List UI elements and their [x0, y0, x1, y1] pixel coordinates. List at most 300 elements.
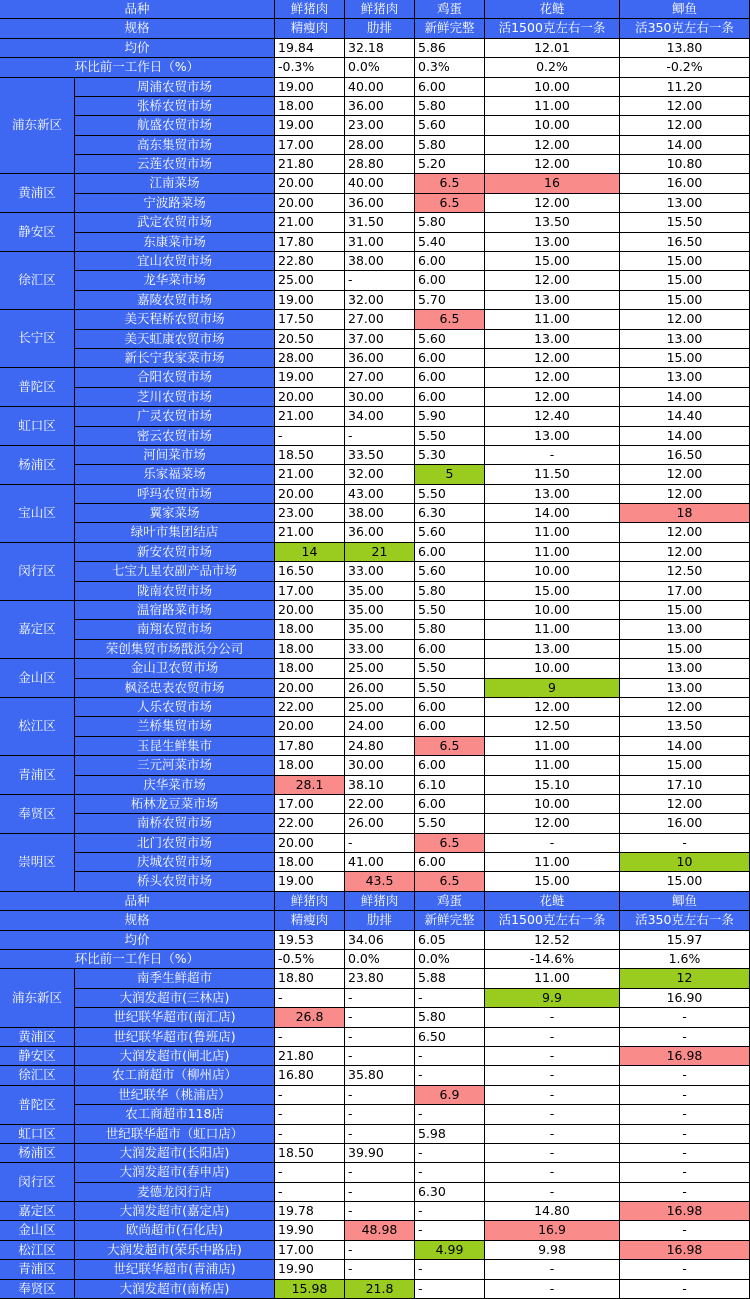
- price-cell: 28.1: [275, 776, 345, 795]
- price-cell: 16.50: [620, 233, 750, 252]
- price-cell: 6.00: [415, 349, 485, 368]
- market-name: 玉昆生鲜集市: [75, 737, 275, 756]
- price-cell: -: [415, 1280, 485, 1299]
- spec-cell: 活350克左右一条: [620, 19, 750, 39]
- avg-price-value: 19.53: [275, 931, 345, 950]
- price-cell: 20.00: [275, 194, 345, 213]
- price-cell: 12.00: [485, 136, 620, 155]
- price-cell: 6.5: [415, 834, 485, 853]
- price-cell: 17.00: [275, 582, 345, 601]
- price-cell: 18.00: [275, 853, 345, 872]
- price-cell: 40.00: [345, 174, 415, 194]
- price-cell: 12.00: [620, 97, 750, 116]
- market-name: 南翔农贸市场: [75, 620, 275, 640]
- price-cell: 11.00: [485, 969, 620, 989]
- mom-change-label: 环比前一工作日（%）: [0, 58, 275, 78]
- price-cell: 21.8: [345, 1280, 415, 1299]
- price-cell: 19.00: [275, 78, 345, 97]
- price-cell: 6.00: [415, 640, 485, 659]
- price-cell: -: [345, 1163, 415, 1183]
- price-cell: 5.50: [415, 814, 485, 834]
- price-cell: -: [485, 1144, 620, 1163]
- price-cell: -: [345, 1105, 415, 1125]
- spec-cell: 肋排: [345, 911, 415, 931]
- price-cell: 10.00: [485, 795, 620, 814]
- price-cell: 20.00: [275, 717, 345, 737]
- price-cell: 5.80: [415, 582, 485, 601]
- price-cell: 21.00: [275, 407, 345, 427]
- avg-price-value: 19.84: [275, 39, 345, 58]
- market-name: 大润发超市(长阳店): [75, 1144, 275, 1163]
- market-name: 新长宁我家菜市场: [75, 349, 275, 368]
- district-label: 崇明区: [0, 834, 75, 892]
- price-cell: 13.00: [620, 659, 750, 679]
- price-cell: 10: [620, 853, 750, 872]
- price-cell: 35.00: [345, 620, 415, 640]
- market-name: 东康菜市场: [75, 233, 275, 252]
- avg-price-value: 12.01: [485, 39, 620, 58]
- price-cell: 39.90: [345, 1144, 415, 1163]
- price-cell: 12.00: [620, 698, 750, 717]
- market-name: 金山卫农贸市场: [75, 659, 275, 679]
- spec-cell: 活1500克左右一条: [485, 19, 620, 39]
- price-cell: 25.00: [345, 698, 415, 717]
- district-label: 嘉定区: [0, 601, 75, 659]
- price-cell: 5.80: [415, 97, 485, 116]
- price-cell: 12.00: [620, 485, 750, 504]
- price-cell: 13.00: [620, 620, 750, 640]
- price-cell: 35.00: [345, 582, 415, 601]
- price-cell: 28.00: [345, 136, 415, 155]
- price-cell: -: [415, 1047, 485, 1066]
- price-cell: -: [415, 989, 485, 1008]
- price-cell: 15.50: [620, 213, 750, 233]
- avg-price-label: 均价: [0, 39, 275, 58]
- market-name: 陇南农贸市场: [75, 582, 275, 601]
- district-label: 杨浦区: [0, 446, 75, 485]
- district-label: 黄浦区: [0, 174, 75, 213]
- price-cell: 14.80: [485, 1202, 620, 1221]
- price-cell: 5.40: [415, 233, 485, 252]
- price-cell: -: [345, 1008, 415, 1028]
- market-name: 农工商超市（柳州店）: [75, 1066, 275, 1086]
- price-cell: 14.00: [620, 136, 750, 155]
- market-name: 河间菜市场: [75, 446, 275, 465]
- price-cell: -: [485, 1066, 620, 1086]
- price-cell: -: [415, 1260, 485, 1280]
- price-cell: 5: [415, 465, 485, 485]
- price-cell: 9.9: [485, 989, 620, 1008]
- district-label: 浦东新区: [0, 969, 75, 1028]
- price-cell: 12.00: [620, 116, 750, 136]
- price-cell: 15.00: [620, 291, 750, 310]
- market-name: 庆华菜市场: [75, 776, 275, 795]
- price-cell: 43.00: [345, 485, 415, 504]
- price-cell: 32.00: [345, 291, 415, 310]
- price-cell: 5.60: [415, 116, 485, 136]
- price-cell: 18.50: [275, 446, 345, 465]
- price-cell: 12.00: [485, 194, 620, 213]
- price-cell: 13.00: [485, 640, 620, 659]
- price-cell: 36.00: [345, 97, 415, 116]
- price-cell: 18.80: [275, 969, 345, 989]
- district-label: 奉贤区: [0, 795, 75, 834]
- price-cell: 16.98: [620, 1241, 750, 1260]
- price-cell: 15.00: [485, 252, 620, 271]
- price-cell: 12.00: [620, 795, 750, 814]
- market-name: 三元河菜市场: [75, 756, 275, 776]
- price-cell: 16.00: [620, 814, 750, 834]
- price-cell: -: [345, 1086, 415, 1105]
- mom-change-label: 环比前一工作日（%）: [0, 950, 275, 969]
- price-cell: 11.00: [485, 543, 620, 562]
- price-cell: 16: [485, 174, 620, 194]
- market-name: 武定农贸市场: [75, 213, 275, 233]
- price-cell: -: [345, 1202, 415, 1221]
- price-cell: 12.00: [620, 523, 750, 543]
- price-cell: -: [485, 1183, 620, 1202]
- price-cell: -: [275, 1105, 345, 1125]
- price-cell: 5.50: [415, 427, 485, 446]
- market-name: 荣创集贸市场戬浜分公司: [75, 640, 275, 659]
- mom-change-value: 0.0%: [345, 950, 415, 969]
- price-cell: 23.80: [345, 969, 415, 989]
- price-cell: 20.00: [275, 485, 345, 504]
- price-cell: 38.00: [345, 504, 415, 523]
- price-cell: 18.00: [275, 659, 345, 679]
- spec-cell: 新鲜完整: [415, 911, 485, 931]
- market-name: 农工商超市118店: [75, 1105, 275, 1125]
- price-cell: 13.00: [620, 368, 750, 388]
- district-label: 浦东新区: [0, 78, 75, 174]
- mom-change-value: -14.6%: [485, 950, 620, 969]
- price-cell: -: [275, 1086, 345, 1105]
- price-cell: 13.00: [485, 291, 620, 310]
- price-cell: 21.80: [275, 155, 345, 174]
- price-cell: 5.60: [415, 562, 485, 582]
- market-name: 世纪联华超市(南汇店): [75, 1008, 275, 1028]
- price-cell: 12: [620, 969, 750, 989]
- market-name: 周浦农贸市场: [75, 78, 275, 97]
- avg-price-value: 34.06: [345, 931, 415, 950]
- price-cell: 15.00: [620, 252, 750, 271]
- price-cell: 26.00: [345, 679, 415, 698]
- price-cell: -: [345, 1183, 415, 1202]
- price-cell: 31.50: [345, 213, 415, 233]
- market-name: 高东集贸市场: [75, 136, 275, 155]
- district-label: 青浦区: [0, 756, 75, 795]
- avg-price-value: 5.86: [415, 39, 485, 58]
- price-cell: 11.20: [620, 78, 750, 97]
- district-label: 普陀区: [0, 1086, 75, 1125]
- price-cell: -: [620, 1183, 750, 1202]
- district-label: 黄浦区: [0, 1028, 75, 1047]
- district-label: 静安区: [0, 1047, 75, 1066]
- price-cell: -: [485, 1086, 620, 1105]
- market-name: 枫泾忠表农贸市场: [75, 679, 275, 698]
- price-cell: 6.00: [415, 795, 485, 814]
- price-cell: 12.00: [620, 310, 750, 330]
- price-cell: 21.00: [275, 465, 345, 485]
- price-cell: -: [415, 1221, 485, 1241]
- price-cell: 13.00: [620, 679, 750, 698]
- price-cell: 20.00: [275, 388, 345, 407]
- price-cell: 19.00: [275, 368, 345, 388]
- price-cell: 12.00: [485, 388, 620, 407]
- price-cell: 12.50: [485, 717, 620, 737]
- mom-change-value: -0.2%: [620, 58, 750, 78]
- price-cell: 16.50: [275, 562, 345, 582]
- price-cell: 15.00: [485, 872, 620, 892]
- price-cell: 5.80: [415, 213, 485, 233]
- district-label: 闵行区: [0, 1163, 75, 1202]
- price-cell: 21.00: [275, 523, 345, 543]
- price-cell: 5.50: [415, 485, 485, 504]
- price-cell: 6.00: [415, 717, 485, 737]
- price-cell: 22.80: [275, 252, 345, 271]
- price-cell: 13.00: [485, 427, 620, 446]
- price-cell: 5.50: [415, 659, 485, 679]
- price-cell: 6.00: [415, 698, 485, 717]
- price-cell: 6.30: [415, 504, 485, 523]
- price-cell: 20.00: [275, 834, 345, 853]
- market-name: 桥头农贸市场: [75, 872, 275, 892]
- item-header: 鲫鱼: [620, 0, 750, 19]
- price-cell: 30.00: [345, 756, 415, 776]
- price-cell: 48.98: [345, 1221, 415, 1241]
- price-cell: 5.88: [415, 969, 485, 989]
- price-cell: -: [620, 1086, 750, 1105]
- price-cell: 6.00: [415, 252, 485, 271]
- market-name: 宁波路菜场: [75, 194, 275, 213]
- market-name: 温宿路菜市场: [75, 601, 275, 620]
- price-cell: -: [345, 989, 415, 1008]
- price-cell: 12.00: [620, 465, 750, 485]
- price-cell: -: [415, 1105, 485, 1125]
- price-cell: 10.00: [485, 116, 620, 136]
- market-name: 南桥农贸市场: [75, 814, 275, 834]
- market-name: 北门农贸市场: [75, 834, 275, 853]
- market-name: 美天虹康农贸市场: [75, 330, 275, 349]
- price-cell: 17.00: [620, 582, 750, 601]
- price-cell: 35.00: [345, 601, 415, 620]
- district-label: 金山区: [0, 1221, 75, 1241]
- price-cell: -: [345, 1028, 415, 1047]
- price-cell: 17.00: [275, 136, 345, 155]
- district-label: 松江区: [0, 698, 75, 756]
- price-cell: 31.00: [345, 233, 415, 252]
- price-cell: 18.00: [275, 97, 345, 116]
- price-cell: 22.00: [275, 698, 345, 717]
- price-cell: -: [620, 1144, 750, 1163]
- price-cell: 43.5: [345, 872, 415, 892]
- price-cell: 12.00: [485, 155, 620, 174]
- price-cell: 15.00: [620, 271, 750, 291]
- district-label: 闵行区: [0, 543, 75, 601]
- price-cell: 5.20: [415, 155, 485, 174]
- price-cell: 18.50: [275, 1144, 345, 1163]
- spec-cell: 活1500克左右一条: [485, 911, 620, 931]
- price-cell: 10.00: [485, 601, 620, 620]
- price-cell: 17.00: [275, 795, 345, 814]
- avg-price-value: 32.18: [345, 39, 415, 58]
- price-cell: 17.00: [275, 1241, 345, 1260]
- price-cell: 26.00: [345, 814, 415, 834]
- price-cell: 33.00: [345, 640, 415, 659]
- price-cell: 26.8: [275, 1008, 345, 1028]
- price-cell: 13.00: [485, 233, 620, 252]
- price-cell: -: [485, 1047, 620, 1066]
- market-name: 美天程桥农贸市场: [75, 310, 275, 330]
- price-cell: 23.00: [275, 504, 345, 523]
- price-cell: 23.00: [345, 116, 415, 136]
- market-name: 大润发超市(闸北店): [75, 1047, 275, 1066]
- avg-price-value: 13.80: [620, 39, 750, 58]
- market-name: 翼家菜场: [75, 504, 275, 523]
- price-cell: 35.80: [345, 1066, 415, 1086]
- district-label: 普陀区: [0, 368, 75, 407]
- market-name: 兰桥集贸市场: [75, 717, 275, 737]
- price-cell: 21.00: [275, 213, 345, 233]
- price-cell: -: [345, 1241, 415, 1260]
- price-cell: 13.50: [620, 717, 750, 737]
- price-cell: 19.00: [275, 872, 345, 892]
- price-cell: 6.10: [415, 776, 485, 795]
- item-header: 鲜猪肉: [275, 0, 345, 19]
- price-cell: 17.10: [620, 776, 750, 795]
- price-cell: 16.90: [620, 989, 750, 1008]
- price-cell: 5.98: [415, 1125, 485, 1144]
- price-cell: 6.00: [415, 368, 485, 388]
- price-cell: 15.00: [620, 640, 750, 659]
- price-cell: 20.00: [275, 601, 345, 620]
- market-name: 芝川农贸市场: [75, 388, 275, 407]
- price-cell: -: [485, 834, 620, 853]
- price-cell: 18.00: [275, 640, 345, 659]
- market-name: 欧尚超市(石化店): [75, 1221, 275, 1241]
- price-cell: 6.5: [415, 310, 485, 330]
- price-cell: 5.80: [415, 1008, 485, 1028]
- price-cell: 5.60: [415, 330, 485, 349]
- price-cell: 16.80: [275, 1066, 345, 1086]
- district-label: 虹口区: [0, 407, 75, 446]
- market-name: 南季生鲜超市: [75, 969, 275, 989]
- price-cell: 34.00: [345, 407, 415, 427]
- price-cell: 12.40: [485, 407, 620, 427]
- price-cell: 17.50: [275, 310, 345, 330]
- price-cell: 12.50: [620, 562, 750, 582]
- market-name: 世纪联华超市（虹口店）: [75, 1125, 275, 1144]
- price-cell: 18.00: [275, 620, 345, 640]
- price-cell: -: [620, 834, 750, 853]
- market-name: 云莲农贸市场: [75, 155, 275, 174]
- mom-change-value: -0.3%: [275, 58, 345, 78]
- variety-header: 品种: [0, 892, 275, 911]
- district-label: 虹口区: [0, 1125, 75, 1144]
- market-name: 宜山农贸市场: [75, 252, 275, 271]
- price-cell: 10.00: [485, 78, 620, 97]
- market-name: 江南菜场: [75, 174, 275, 194]
- district-label: 宝山区: [0, 485, 75, 543]
- price-cell: -: [415, 1066, 485, 1086]
- price-cell: 16.98: [620, 1202, 750, 1221]
- item-header: 花鲢: [485, 892, 620, 911]
- spec-header: 规格: [0, 911, 275, 931]
- price-cell: 11.00: [485, 756, 620, 776]
- price-cell: 11.00: [485, 620, 620, 640]
- price-cell: 36.00: [345, 349, 415, 368]
- price-cell: 16.50: [620, 446, 750, 465]
- item-header: 鸡蛋: [415, 0, 485, 19]
- price-cell: 9.98: [485, 1241, 620, 1260]
- price-cell: 21.80: [275, 1047, 345, 1066]
- item-header: 鲜猪肉: [345, 0, 415, 19]
- price-cell: 15.98: [275, 1280, 345, 1299]
- market-name: 庆城农贸市场: [75, 853, 275, 872]
- price-cell: 20.00: [275, 174, 345, 194]
- price-cell: 18: [620, 504, 750, 523]
- price-cell: 6.30: [415, 1183, 485, 1202]
- price-cell: -: [415, 1144, 485, 1163]
- price-cell: 5.30: [415, 446, 485, 465]
- avg-price-value: 6.05: [415, 931, 485, 950]
- district-label: 嘉定区: [0, 1202, 75, 1221]
- price-cell: 41.00: [345, 853, 415, 872]
- market-name: 广灵农贸市场: [75, 407, 275, 427]
- price-cell: 17.80: [275, 737, 345, 756]
- price-cell: 16.9: [485, 1221, 620, 1241]
- spec-cell: 精瘦肉: [275, 19, 345, 39]
- price-cell: 15.00: [620, 349, 750, 368]
- price-cell: -: [485, 1008, 620, 1028]
- price-cell: 6.00: [415, 388, 485, 407]
- price-cell: -: [620, 1163, 750, 1183]
- price-cell: -: [345, 834, 415, 853]
- price-cell: 33.50: [345, 446, 415, 465]
- price-cell: -: [620, 1105, 750, 1125]
- market-name: 嘉陵农贸市场: [75, 291, 275, 310]
- market-name: 航盛农贸市场: [75, 116, 275, 136]
- price-cell: 12.00: [485, 698, 620, 717]
- price-cell: 14.40: [620, 407, 750, 427]
- price-cell: 14.00: [620, 737, 750, 756]
- mom-change-value: 1.6%: [620, 950, 750, 969]
- price-cell: 19.90: [275, 1260, 345, 1280]
- price-cell: 13.00: [620, 194, 750, 213]
- market-name: 世纪联华超市(青浦店): [75, 1260, 275, 1280]
- price-cell: -: [345, 1047, 415, 1066]
- price-cell: -: [485, 1163, 620, 1183]
- item-header: 鸡蛋: [415, 892, 485, 911]
- price-cell: 15.00: [620, 756, 750, 776]
- price-cell: 5.70: [415, 291, 485, 310]
- price-cell: -: [275, 1125, 345, 1144]
- price-cell: -: [345, 271, 415, 291]
- price-cell: 10.00: [485, 562, 620, 582]
- district-label: 奉贤区: [0, 1280, 75, 1299]
- spec-cell: 精瘦肉: [275, 911, 345, 931]
- district-label: 杨浦区: [0, 1144, 75, 1163]
- price-cell: -: [275, 427, 345, 446]
- price-cell: 11.50: [485, 465, 620, 485]
- price-cell: -: [345, 1260, 415, 1280]
- district-label: 徐汇区: [0, 252, 75, 310]
- price-cell: 15.00: [620, 601, 750, 620]
- market-name: 世纪联华超市(鲁班店): [75, 1028, 275, 1047]
- price-cell: 6.00: [415, 78, 485, 97]
- price-cell: 10.80: [620, 155, 750, 174]
- price-cell: 12.00: [620, 543, 750, 562]
